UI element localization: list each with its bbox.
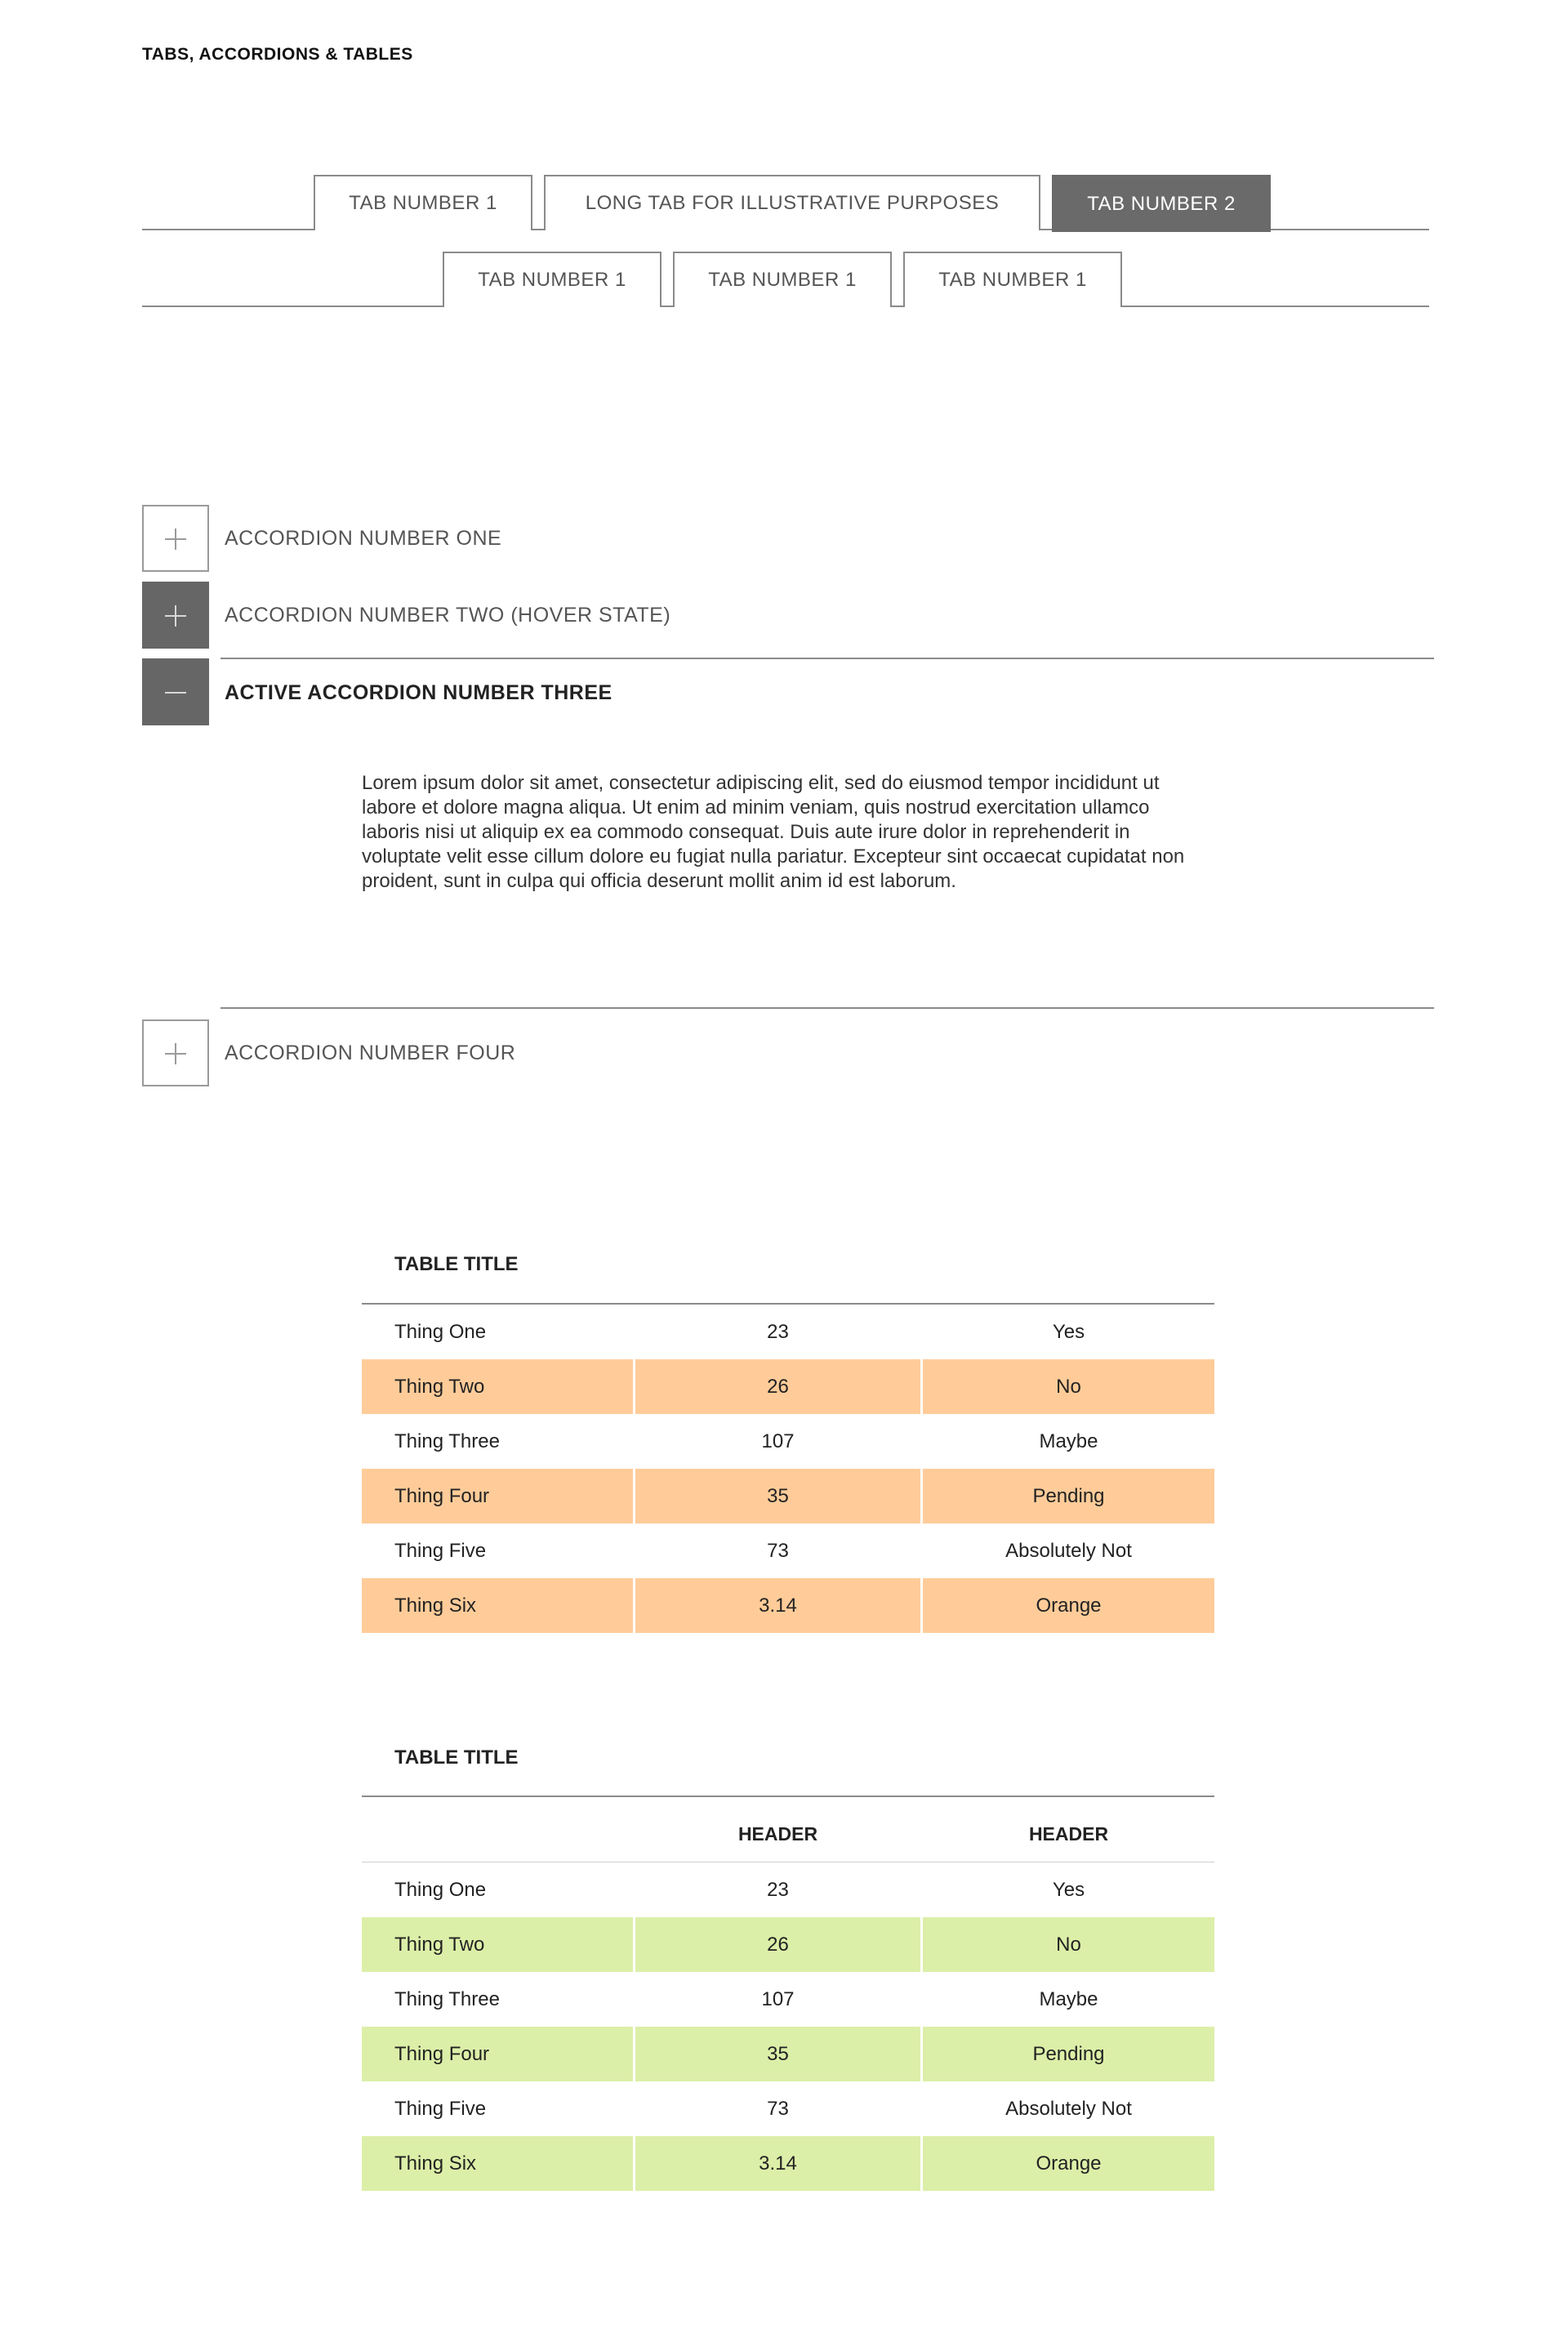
table-cell: 35 <box>635 2027 920 2081</box>
tab-number-1[interactable]: TAB NUMBER 1 <box>903 252 1122 307</box>
table-row <box>362 2081 1214 2136</box>
accordion-three-label[interactable]: ACTIVE ACCORDION NUMBER THREE <box>225 681 612 704</box>
table-cell: Maybe <box>1039 1987 1098 2010</box>
table-cell: Pending <box>923 2027 1214 2081</box>
table-cell: 26 <box>635 1917 920 1972</box>
accordion-one-label[interactable]: ACCORDION NUMBER ONE <box>225 527 502 550</box>
table-cell: No <box>923 1917 1214 1972</box>
table-cell: Orange <box>923 1578 1214 1633</box>
table-header-cell: HEADER <box>1028 1822 1109 1845</box>
accordion-four-toggle[interactable] <box>142 1019 209 1086</box>
table-cell: Thing One <box>394 1878 487 1901</box>
tab-bar-secondary <box>142 252 1429 307</box>
table-cell: Absolutely Not <box>1005 2097 1132 2120</box>
table-two-title: TABLE TITLE <box>394 1746 519 1769</box>
table-cell: Maybe <box>1039 1430 1098 1452</box>
table-row <box>362 2136 1214 2191</box>
table-row <box>362 1414 1214 1469</box>
tab-number-2-active[interactable]: TAB NUMBER 2 <box>1052 175 1271 232</box>
table-one-title: TABLE TITLE <box>394 1253 519 1275</box>
accordion-divider <box>220 1007 1434 1009</box>
table-cell: Thing Three <box>394 1430 500 1452</box>
table-cell: Pending <box>923 1469 1214 1523</box>
table-cell: Orange <box>923 2136 1214 2191</box>
accordion-two-toggle[interactable] <box>142 582 209 649</box>
table-row <box>362 1578 1214 1633</box>
table-cell: No <box>923 1359 1214 1414</box>
table-row <box>362 2027 1214 2081</box>
table-row <box>362 1359 1214 1414</box>
table-cell: 23 <box>767 1320 789 1343</box>
table-row <box>362 1862 1214 1917</box>
tab-bar-primary <box>142 175 1429 230</box>
table-cell: 3.14 <box>635 1578 920 1633</box>
table-cell: 23 <box>767 1878 789 1901</box>
accordion-one-toggle[interactable] <box>142 505 209 572</box>
table-cell: Thing Four <box>362 2027 633 2081</box>
table-cell: 107 <box>761 1430 795 1452</box>
table-cell: Thing Six <box>362 1578 633 1633</box>
table-cell: 73 <box>767 2097 789 2120</box>
page-title: TABS, ACCORDIONS & TABLES <box>142 45 413 64</box>
table-cell: 35 <box>635 1469 920 1523</box>
table-cell: 26 <box>635 1359 920 1414</box>
table-row <box>362 1972 1214 2027</box>
table-row <box>362 1469 1214 1523</box>
table-row <box>362 1917 1214 1972</box>
accordion-three-toggle[interactable] <box>142 658 209 725</box>
table-cell: Absolutely Not <box>1005 1539 1132 1562</box>
table-cell: 3.14 <box>635 2136 920 2191</box>
table-two-rule <box>362 1795 1214 1797</box>
table-cell: Thing Two <box>362 1359 633 1414</box>
table-cell: Thing Four <box>362 1469 633 1523</box>
table-cell: Yes <box>1052 1320 1085 1343</box>
table-cell: Thing Five <box>394 1539 487 1562</box>
accordion-two-label[interactable]: ACCORDION NUMBER TWO (HOVER STATE) <box>225 604 671 627</box>
table-two-header-row <box>362 1808 1214 1860</box>
tab-number-1[interactable]: TAB NUMBER 1 <box>314 175 532 230</box>
tab-long-illustrative[interactable]: LONG TAB FOR ILLUSTRATIVE PURPOSES <box>544 175 1040 230</box>
accordion-divider <box>220 658 1434 659</box>
table-cell: Thing Five <box>394 2097 487 2120</box>
table-cell: Thing Two <box>362 1917 633 1972</box>
table-header-cell <box>362 1808 633 1860</box>
tab-number-1[interactable]: TAB NUMBER 1 <box>673 252 892 307</box>
accordion-three-content: Lorem ipsum dolor sit amet, consectetur adipiscing elit, sed do eiusmod tempor incididunt ut labore et dolore magna aliqua. Ut enim ad minim veniam, quis nostrud exercitation ullamco laboris nisi ut aliquip ex ea commodo consequat. Duis aute irure dolor in reprehenderit in voluptate velit esse cillum dolore eu fugiat nulla pariatur. Excepteur sint occaecat cupidatat non proident, sunt in culpa qui officia deserunt mollit anim id est laborum. <box>362 772 1185 892</box>
table-cell: Thing One <box>394 1320 487 1343</box>
table-cell: 73 <box>767 1539 789 1562</box>
table-cell: Thing Six <box>362 2136 633 2191</box>
tab-number-1[interactable]: TAB NUMBER 1 <box>443 252 662 307</box>
table-header-cell: HEADER <box>737 1822 818 1845</box>
table-cell: Thing Three <box>394 1987 500 2010</box>
table-row <box>362 1523 1214 1578</box>
table-cell: Yes <box>1052 1878 1085 1901</box>
table-cell: 107 <box>761 1987 795 2010</box>
accordion-four-label[interactable]: ACCORDION NUMBER FOUR <box>225 1042 516 1064</box>
table-row <box>362 1305 1214 1359</box>
